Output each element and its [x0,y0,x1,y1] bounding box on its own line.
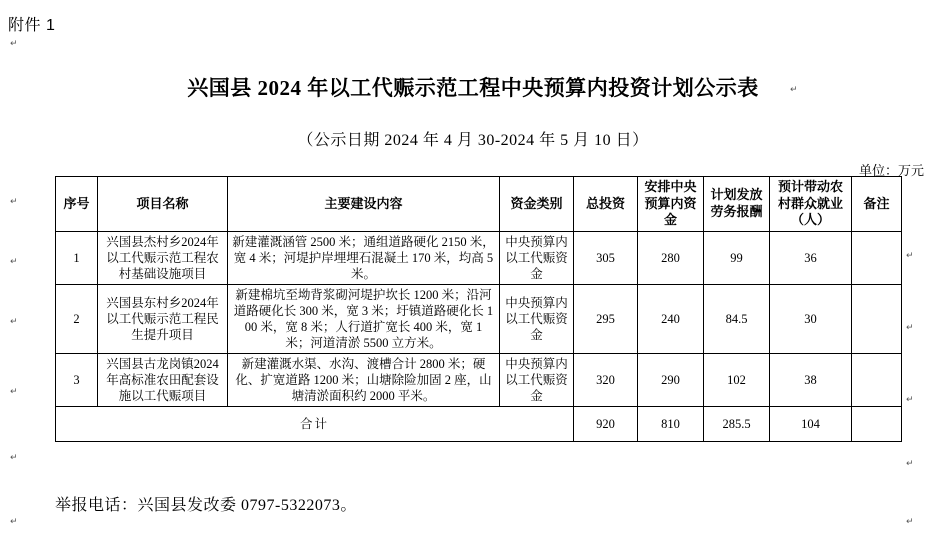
paragraph-mark-icon: ↵ [906,516,914,526]
row-fund-type: 中央预算内以工代赈资金 [500,353,574,406]
header-central-budget: 安排中央预算内资金 [638,177,704,232]
row-jobs: 38 [770,353,852,406]
row-labor-payment: 102 [704,353,770,406]
header-total-investment: 总投资 [574,177,638,232]
row-central-budget: 290 [638,353,704,406]
total-labor-payment: 285.5 [704,406,770,441]
table-row [56,353,902,406]
row-central-budget: 240 [638,284,704,353]
paragraph-mark-icon: ↵ [10,516,18,526]
publicity-period: （公示日期 2024 年 4 月 30-2024 年 5 月 10 日） [297,132,649,149]
row-index: 3 [56,353,98,406]
row-total-investment: 305 [574,231,638,284]
table-row [56,231,902,284]
header-index: 序号 [56,177,98,232]
row-fund-type: 中央预算内以工代赈资金 [500,284,574,353]
row-total-investment: 320 [574,353,638,406]
row-project-name: 兴国县东村乡2024年以工代赈示范工程民生提升项目 [98,284,228,353]
row-remark [852,231,902,284]
table-total-row [56,406,902,441]
header-labor-payment: 计划发放劳务报酬 [704,177,770,232]
row-project-name: 兴国县古龙岗镇2024年高标准农田配套设施以工代赈项目 [98,353,228,406]
attachment-label: 附件 1 [8,17,56,34]
paragraph-mark-icon: ↵ [10,316,18,326]
total-investment: 920 [574,406,638,441]
table-header-row [56,177,902,232]
header-jobs: 预计带动农村群众就业（人） [770,177,852,232]
row-remark [852,353,902,406]
row-labor-payment: 84.5 [704,284,770,353]
paragraph-mark-icon: ↵ [906,250,914,260]
plan-table-wrapper [55,176,901,442]
total-central-budget: 810 [638,406,704,441]
paragraph-mark-icon: ↵ [906,322,914,332]
row-fund-type: 中央预算内以工代赈资金 [500,231,574,284]
row-jobs: 30 [770,284,852,353]
row-labor-payment: 99 [704,231,770,284]
paragraph-mark-icon: ↵ [10,38,18,48]
header-remark: 备注 [852,177,902,232]
unit-note: 单位：万元 [858,163,924,178]
row-index: 2 [56,284,98,353]
total-remark [852,406,902,441]
report-hotline: 举报电话：兴国县发改委 0797-5322073。 [55,497,357,514]
row-main-content: 新建灌溉涵管 2500 米；通组道路硬化 2150 米，宽 4 米；河堤护岸埋埋石混凝土 170 米，均高 5 米。 [228,231,500,284]
investment-plan-table [55,176,902,442]
row-project-name: 兴国县杰村乡2024年以工代赈示范工程农村基础设施项目 [98,231,228,284]
row-jobs: 36 [770,231,852,284]
header-fund-type: 资金类别 [500,177,574,232]
total-label: 合计 [56,406,574,441]
row-main-content: 新建灌溉水渠、水沟、渡槽合计 2800 米；硬化、扩宽道路 1200 米；山塘除险加固 2 座，山塘清淤面积约 2000 平米。 [228,353,500,406]
paragraph-mark-icon: ↵ [10,452,18,462]
paragraph-mark-icon: ↵ [906,394,914,404]
paragraph-mark-icon: ↵ [906,458,914,468]
row-remark [852,284,902,353]
paragraph-mark-icon: ↵ [10,256,18,266]
header-main-content: 主要建设内容 [228,177,500,232]
row-total-investment: 295 [574,284,638,353]
paragraph-mark-icon: ↵ [10,386,18,396]
row-index: 1 [56,231,98,284]
header-project-name: 项目名称 [98,177,228,232]
row-central-budget: 280 [638,231,704,284]
page-title: 兴国县 2024 年以工代赈示范工程中央预算内投资计划公示表 [187,76,759,100]
paragraph-mark-icon: ↵ [10,196,18,206]
total-jobs: 104 [770,406,852,441]
row-main-content: 新建棉坑至坳背浆砌河堤护坎长 1200 米；沿河道路硬化长 300 米，宽 3 米；圩镇道路硬化长 100 米，宽 8 米；人行道扩宽长 400 米，宽 1 米；河道清淤 5500 立方米。 [228,284,500,353]
table-row [56,284,902,353]
paragraph-mark-icon: ↵ [790,84,798,94]
